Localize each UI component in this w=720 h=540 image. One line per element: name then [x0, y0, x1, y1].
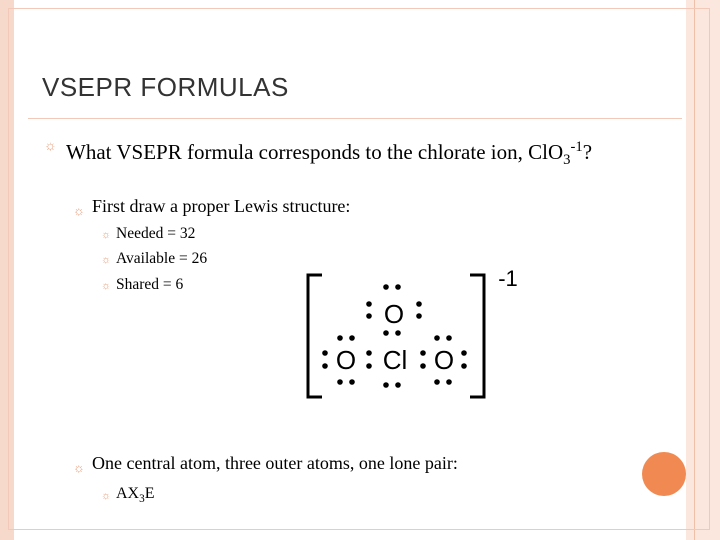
bullet-icon: ☼	[101, 229, 112, 241]
top-oxygen-atom: O	[383, 299, 405, 329]
step1-text: First draw a proper Lewis structure:	[92, 196, 351, 216]
available-count: Available = 26	[116, 250, 208, 267]
left-bracket	[308, 275, 322, 397]
ion-charge: -1	[498, 266, 518, 291]
bullet-icon: ☼	[101, 280, 112, 292]
chlorine-atom: Cl	[382, 345, 408, 375]
bullet-icon: ☼	[73, 203, 85, 218]
shared-count: Shared = 6	[116, 276, 184, 293]
question-text: What VSEPR formula corresponds to the chlorate ion, ClO$_3^{-1}$?	[66, 139, 593, 169]
bullet-icon: ☼	[101, 490, 112, 502]
bullet-icon: ☼	[73, 460, 85, 475]
right-oxygen-atom: O	[433, 345, 455, 375]
left-oxygen-atom: O	[335, 345, 357, 375]
bullet-icon: ☼	[44, 139, 57, 154]
slide-title: VSEPR FORMULAS	[42, 72, 289, 102]
step2-text: One central atom, three outer atoms, one lone pair:	[92, 453, 458, 473]
bullet-icon: ☼	[101, 254, 112, 266]
answer-formula: $AX_3E$	[116, 485, 155, 506]
needed-count: Needed = 32	[116, 225, 196, 242]
right-bracket	[470, 275, 484, 397]
decor-circle	[642, 452, 686, 496]
